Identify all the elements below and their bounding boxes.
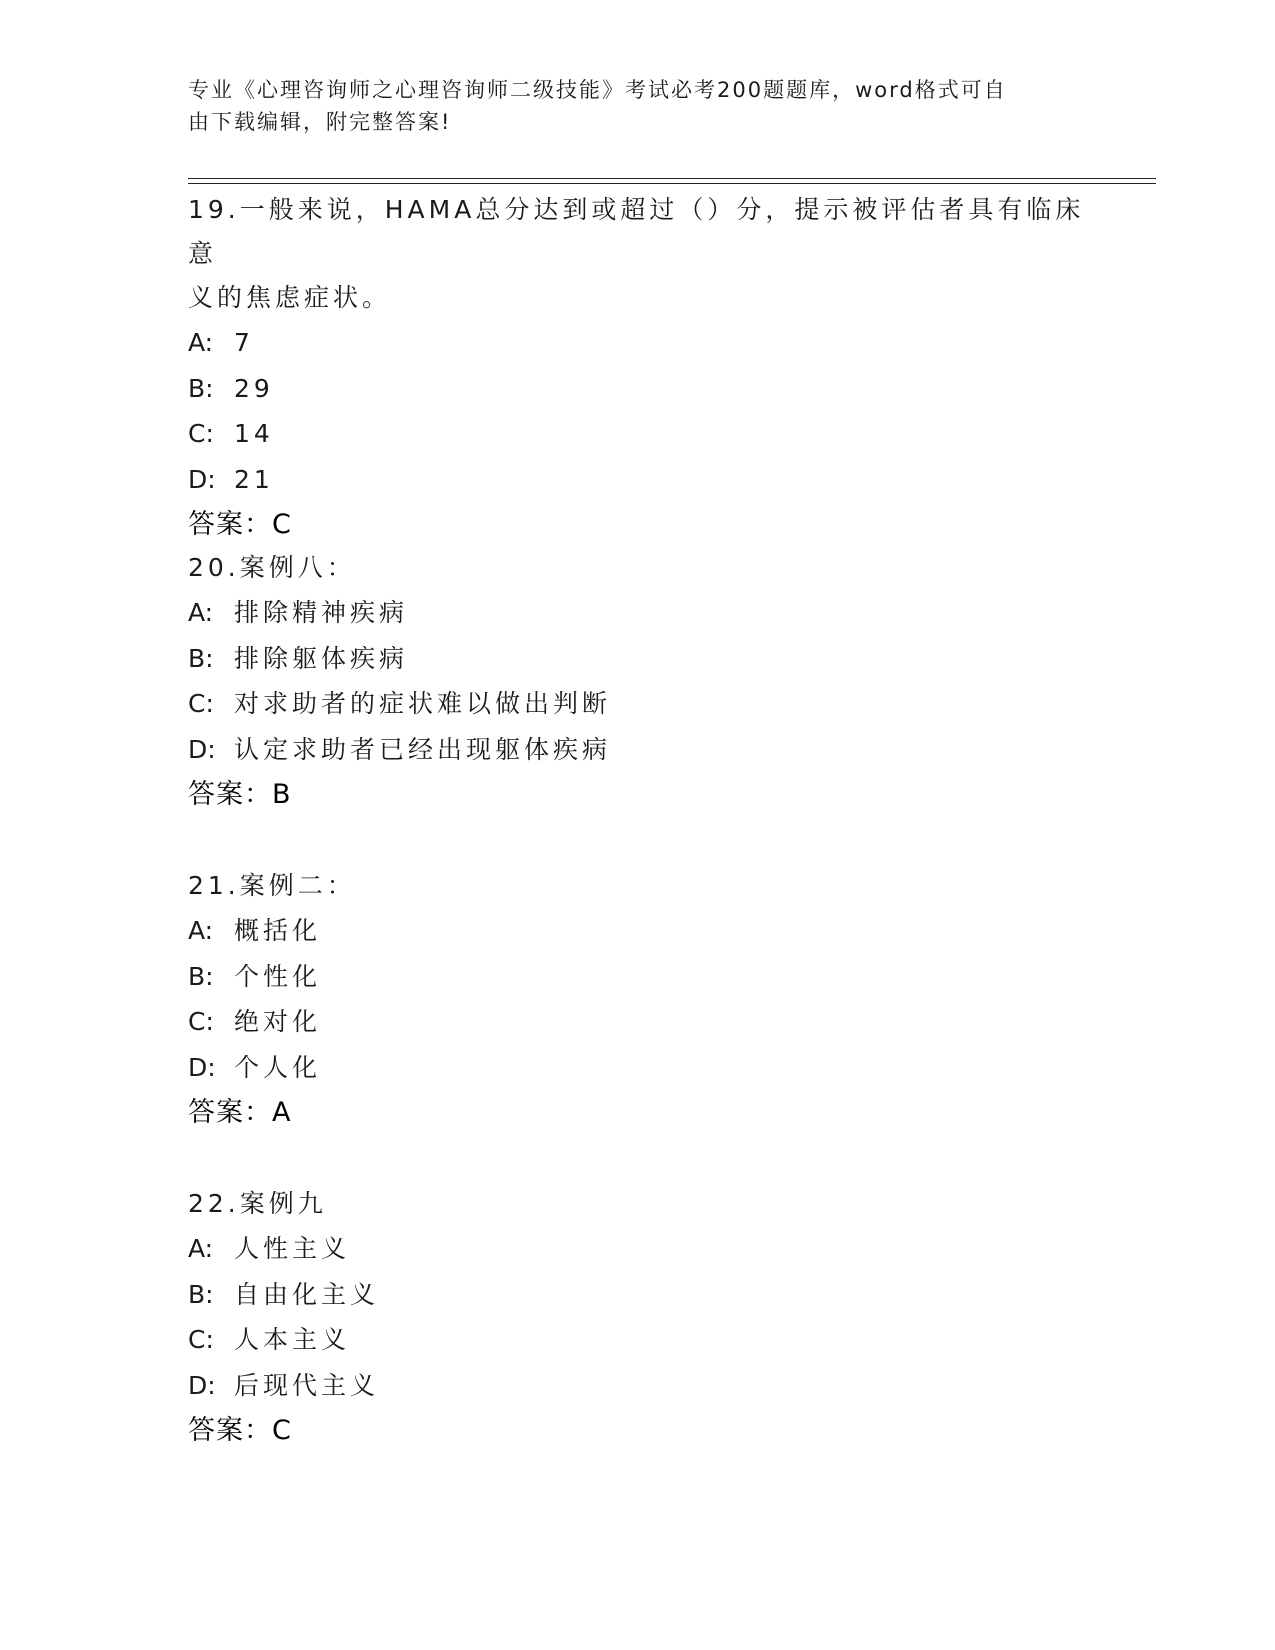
- answer: 答案：A: [188, 1097, 292, 1128]
- option-key: A:: [188, 1234, 214, 1263]
- option-d: [188, 1363, 1088, 1409]
- document-header: [188, 74, 1088, 138]
- option-d: [188, 1045, 1088, 1091]
- option-key: C:: [188, 689, 214, 718]
- option-key: B:: [188, 373, 214, 403]
- option-key: C:: [188, 1007, 214, 1036]
- option-b: [188, 954, 1088, 1000]
- option-key: D:: [188, 464, 216, 494]
- question-stem-continued: 义的焦虑症状。: [188, 283, 392, 312]
- question-19: [188, 188, 1088, 548]
- option-text: 绝对化: [234, 1007, 322, 1036]
- option-c: [188, 411, 1088, 457]
- question-21: [188, 864, 1088, 1136]
- option-text: 对求助者的症状难以做出判断: [234, 689, 612, 718]
- question-20: [188, 546, 1088, 818]
- option-key: B:: [188, 643, 214, 673]
- option-d: [188, 457, 1088, 503]
- option-b: [188, 1272, 1088, 1318]
- header-line-1: 专业《心理咨询师之心理咨询师二级技能》考试必考200题题库，word格式可自: [188, 78, 1007, 102]
- question-stem: 22.案例九: [188, 1189, 327, 1218]
- answer: 答案：C: [188, 509, 292, 540]
- option-text: 自由化主义: [234, 1279, 380, 1309]
- option-text: 人性主义: [234, 1234, 351, 1263]
- option-key: A:: [188, 598, 214, 627]
- option-text: 21: [234, 464, 274, 494]
- option-text: 概括化: [234, 916, 322, 945]
- option-text: 认定求助者已经出现躯体疾病: [234, 734, 612, 764]
- option-text: 14: [234, 419, 274, 448]
- option-key: C:: [188, 419, 214, 448]
- option-text: 后现代主义: [234, 1370, 380, 1400]
- option-a: [188, 320, 1088, 366]
- option-text: 个人化: [234, 1052, 322, 1082]
- question-22: [188, 1182, 1088, 1454]
- header-line-2: 由下载编辑，附完整答案!: [188, 110, 452, 134]
- option-text: 排除精神疾病: [234, 598, 409, 627]
- question-stem: 20.案例八：: [188, 553, 356, 582]
- option-a: [188, 908, 1088, 954]
- option-text: 排除躯体疾病: [234, 643, 409, 673]
- option-key: C:: [188, 1325, 214, 1354]
- option-b: [188, 636, 1088, 682]
- option-a: [188, 590, 1088, 636]
- option-text: 29: [234, 373, 274, 403]
- option-text: 个性化: [234, 961, 322, 991]
- answer: 答案：B: [188, 779, 292, 810]
- question-stem: 19.一般来说，HAMA总分达到或超过（）分，提示被评估者具有临床意: [188, 195, 1085, 268]
- option-key: B:: [188, 1279, 214, 1309]
- option-c: [188, 681, 1088, 727]
- header-divider-bottom: [188, 183, 1156, 184]
- question-stem: 21.案例二：: [188, 871, 356, 900]
- option-text: 7: [234, 328, 254, 357]
- option-key: D:: [188, 734, 216, 764]
- option-key: B:: [188, 961, 214, 991]
- option-key: A:: [188, 328, 214, 357]
- header-divider-top: [188, 178, 1156, 179]
- option-text: 人本主义: [234, 1325, 351, 1354]
- option-key: D:: [188, 1052, 216, 1082]
- option-c: [188, 1317, 1088, 1363]
- option-c: [188, 999, 1088, 1045]
- option-a: [188, 1226, 1088, 1272]
- option-key: D:: [188, 1370, 216, 1400]
- answer: 答案：C: [188, 1415, 292, 1446]
- option-d: [188, 727, 1088, 773]
- option-b: [188, 366, 1088, 412]
- option-key: A:: [188, 916, 214, 945]
